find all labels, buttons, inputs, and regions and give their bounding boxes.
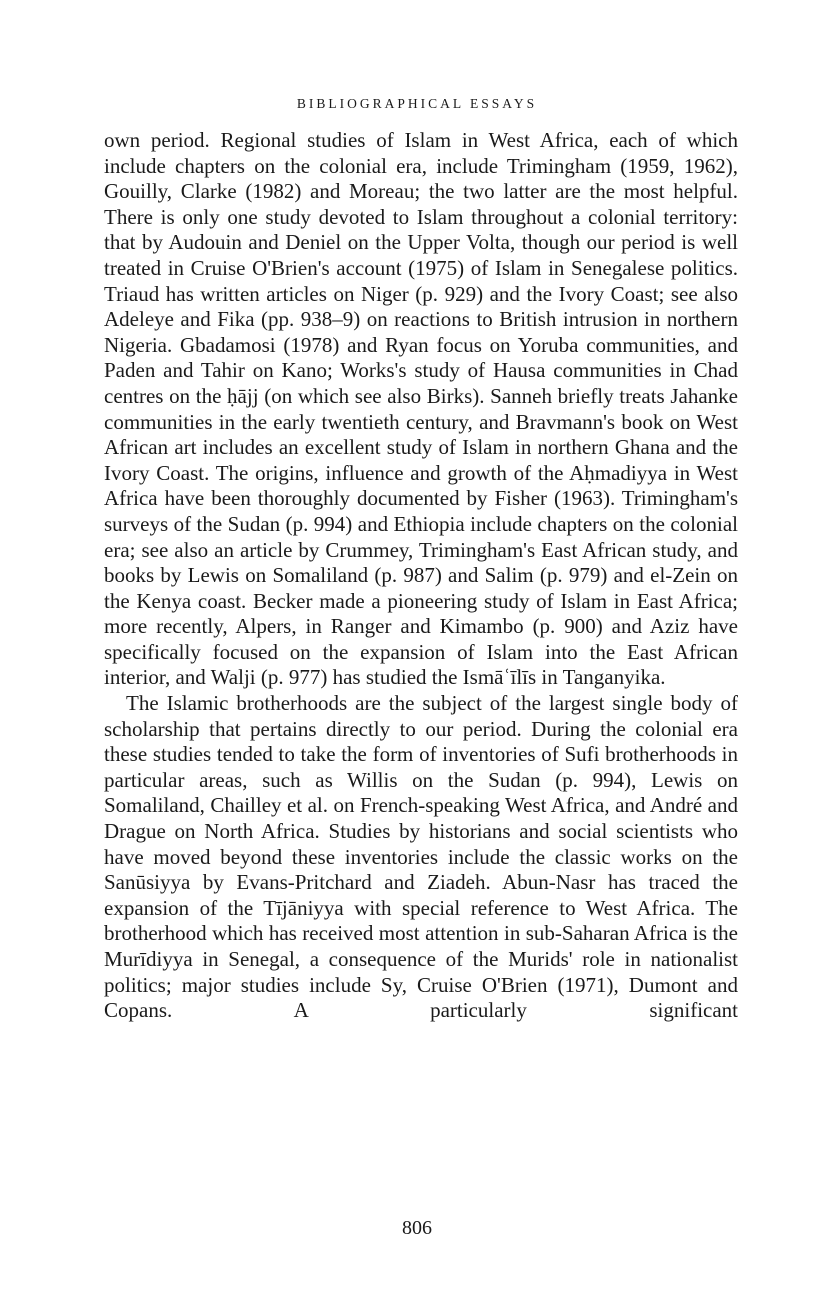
body-text <box>104 128 738 1024</box>
page-number: 806 <box>402 1217 432 1239</box>
paragraph-brotherhoods: The Islamic brotherhoods are the subject of the largest single body of scholarship that pertains directly to our period. During the colonial era these studies tended to take the form of inventories of Sufi brotherhoods in particular areas, such as Willis on the Sudan (p. 994), Lewis on Somaliland, Chailley et al. on French-speaking West Africa, and André and Drague on North Africa. Studies by historians and social scientists who have moved beyond these inventories include the classic works on the Sanūsiyya by Evans-Pritchard and Ziadeh. Abun-Nasr has traced the expansion of the Tījāniyya with special reference to West Africa. The brotherhood which has received most attention in sub-Saharan Africa is the Murīdiyya in Senegal, a consequence of the Murids' role in nationalist politics; major studies include Sy, Cruise O'Brien (1971), Dumont and Copans. A particularly significant <box>104 691 738 1023</box>
paragraph-regional-studies: own period. Regional studies of Islam in West Africa, each of which include chapters on the colonial era, include Trimingham (1959, 1962), Gouilly, Clarke (1982) and Moreau; the two latter are the most helpful. There is only one study devoted to Islam throughout a colonial territory: that by Audouin and Deniel on the Upper Volta, though our period is well treated in Cruise O'Brien's account (1975) of Islam in Senegalese politics. Triaud has written articles on Niger (p. 929) and the Ivory Coast; see also Adeleye and Fika (pp. 938–9) on reactions to British intrusion in northern Nigeria. Gbadamosi (1978) and Ryan focus on Yoruba communities, and Paden and Tahir on Kano; Works's study of Hausa communities in Chad centres on the ḥājj (on which see also Birks). Sanneh briefly treats Jahanke communities in the early twentieth century, and Bravmann's book on West African art includes an excellent study of Islam in northern Ghana and the Ivory Coast. The origins, influence and growth of the Aḥmadiyya in West Africa have been thoroughly documented by Fisher (1963). Trimingham's surveys of the Sudan (p. 994) and Ethiopia include chapters on the colonial era; see also an article by Crummey, Trimingham's East African study, and books by Lewis on Somaliland (p. 987) and Salim (p. 979) and el-Zein on the Kenya coast. Becker made a pioneering study of Islam in East Africa; more recently, Alpers, in Ranger and Kimambo (p. 900) and Aziz have specifically focused on the expansion of Islam into the East African interior, and Walji (p. 977) has studied the Ismāʿīlīs in Tanganyika. <box>104 128 738 690</box>
running-head: BIBLIOGRAPHICAL ESSAYS <box>296 96 538 111</box>
